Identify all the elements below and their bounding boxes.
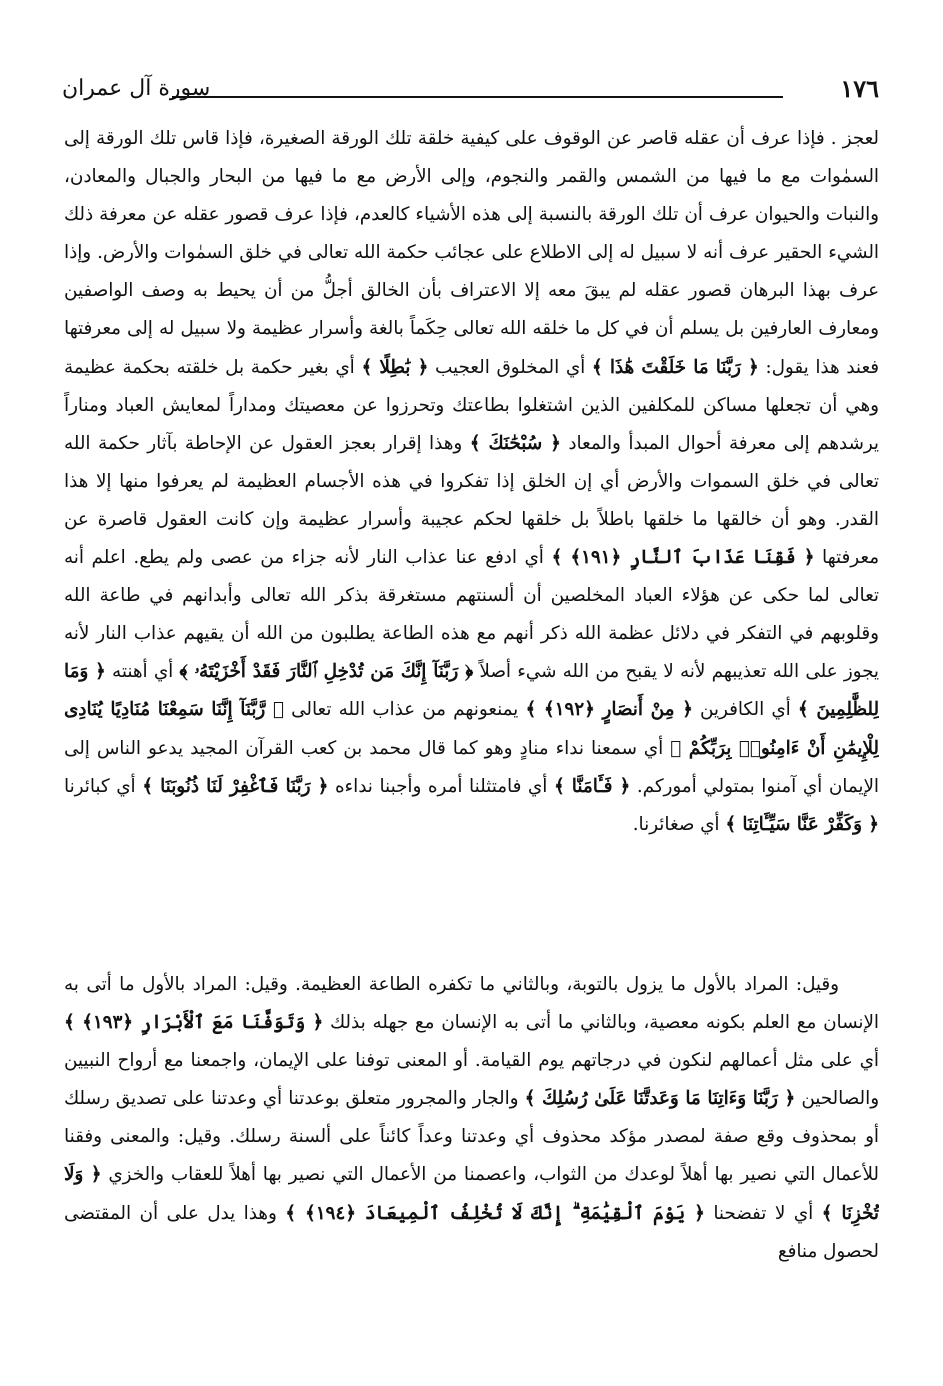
quran-verse: ﴿ بَٰطِلًا ﴾ bbox=[361, 356, 429, 378]
surah-title: سورة آل عمران bbox=[62, 76, 211, 101]
quran-verse: ﴿ رَبَّنَآ إِنَّكَ مَن تُدْخِلِ ٱلنَّارَ فَقَدْ أَخْزَيْتَهُۥ ﴾ bbox=[179, 661, 474, 683]
header-rule bbox=[172, 96, 783, 98]
quran-verse: ﴿ رَّبَّنَآ إِنَّنَا سَمِعْنَا مُنَادِيًا يُنَادِى لِلْإِيمَٰنِ أَنْ ءَامِنُوا۟ بِرَبِّكُمْ ﴾ bbox=[64, 699, 879, 759]
body-paragraph-2 bbox=[64, 966, 879, 1346]
body-paragraph-1 bbox=[64, 120, 879, 885]
commentary-text: أي على مثل أعمالهم لنكون في درجاتهم يوم القيامة. أو المعنى توفنا على الإيمان، واجمعنا مع أرواح النبيين والصالحين bbox=[64, 1050, 879, 1110]
quran-verse: ﴿ مِنْ أَنصَارٍ ﴿١٩٢﴾ ﴾ bbox=[525, 699, 693, 721]
commentary-text: وقيل: المراد بالأول ما يزول بالتوبة، وبالثاني ما تكفره الطاعة العظيمة. وقيل: المراد بالأول ما أتى به الإنسان مع العلم بكونه معصية، وبالثاني ما أتى به الإنسان مع جهله بذلك bbox=[64, 974, 879, 1034]
quran-verse: ﴿ فَـَٔامَنَّا ﴾ bbox=[553, 775, 631, 797]
page-header bbox=[62, 72, 879, 112]
quran-verse: ﴿ يَوْمَ ٱلْقِيَٰمَةِ ۗ إِنَّكَ لَا تُخْلِفُ ٱلْمِيعَادَ ﴿١٩٤﴾ ﴾ bbox=[285, 1202, 705, 1224]
commentary-text: أي سمعنا نداء منادٍ وهو كما قال محمد بن كعب القرآن المجيد يدعو الناس إلى الإيمان أي آمنوا بمتولي أموركم. bbox=[64, 737, 879, 797]
quran-verse: ﴿ وَمَا لِلظَّٰلِمِينَ ﴾ bbox=[64, 661, 879, 721]
commentary-text: أي لا تفضحنا bbox=[713, 1202, 814, 1224]
quran-verse: ﴿ رَبَّنَا فَٱغْفِرْ لَنَا ذُنُوبَنَا ﴾ bbox=[142, 775, 329, 797]
commentary-text: أي بغير حكمة بل خلقته بحكمة عظيمة وهي أن تجعلها مساكن للمكلفين الذين اشتغلوا بطاعتك وتحرزوا عن معصيتك ومداراً لمعايش العباد ومناراً يرشدهم إلى معرفة أحوال المبدأ والمعاد bbox=[64, 356, 879, 454]
commentary-text: أي أهنته bbox=[112, 661, 174, 683]
commentary-text: أي ادفع عنا عذاب النار لأنه جزاء من عصى ولم يطع. اعلم أنه تعالى لما حكى عن هؤلاء العباد المخلصين أن ألسنتهم مستغرقة بذكر الله تعالى وأبدانهم في طاعة الله وقلوبهم في التفكر في دلائل عظمة الله ذكر أنهم مع هذه الطاعة يطلبون من الله أن يقيهم عذاب النار لأنه يجوز على الله تعذيبهم لأنه لا يقبح من الله شيء أصلاً bbox=[64, 547, 879, 683]
commentary-text: أي كبائرنا bbox=[64, 775, 136, 797]
quran-verse: ﴿ رَبَّنَا مَا خَلَقْتَ هَٰذَا ﴾ bbox=[591, 356, 759, 378]
commentary-text: أي فامتثلنا أمره وأجبنا نداءه bbox=[334, 775, 548, 797]
quran-verse: ﴿ سُبْحَٰنَكَ ﴾ bbox=[469, 432, 561, 454]
quran-verse: ﴿ وَكَفِّرْ عَنَّا سَيِّـَٔاتِنَا ﴾ bbox=[725, 813, 879, 835]
quran-verse: ﴿ وَتَوَفَّنَا مَعَ ٱلْأَبْرَارِ ﴿١٩٣﴾ ﴾ bbox=[64, 1012, 324, 1034]
commentary-text: والجار والمجرور متعلق بوعدتنا أي وعدتنا على تصديق رسلك أو بمحذوف وقع صفة لمصدر مؤكد محذوف أي وعدتنا وعداً كائناً على ألسنة رسلك. وقيل: والمعنى وفقنا للأعمال التي نصير بها أهلاً لوعدك من الثواب، واعصمنا من الأعمال التي نصير بها أهلاً للعقاب والخزي bbox=[64, 1088, 879, 1186]
commentary-text: وهذا إقرار بعجز العقول عن الإحاطة بآثار حكمة الله تعالى في خلق السموات والأرض أي إن الخلق إذا تفكروا في هذه الأجسام العظيمة لم يعرفوا منها إلا هذا القدر. وهو أن خالقها ما خلقها باطلاً بل خلقها لحكم عجيبة وأسرار عظيمة وإن كانت العقول قاصرة عن معرفتها bbox=[64, 432, 879, 569]
commentary-text: وهذا يدل على أن المقتضى لحصول منافع bbox=[64, 1202, 879, 1262]
commentary-text: يمنعونهم من عذاب الله تعالى bbox=[291, 699, 519, 721]
commentary-text: أي الكافرين bbox=[700, 699, 791, 721]
page-number: ١٧٦ bbox=[840, 74, 879, 103]
quran-verse: ﴿ فَقِنَا عَذَابَ ٱلنَّارِ ﴿١٩١﴾ ﴾ bbox=[551, 547, 815, 569]
quran-verse: ﴿ وَلَا تُخْزِنَا ﴾ bbox=[64, 1164, 879, 1224]
commentary-text: لعجز . فإذا عرف أن عقله قاصر عن الوقوف على كيفية خلقة تلك الورقة الصغيرة، فإذا قاس تلك الورقة إلى السمٰوات مع ما فيها من الشمس والقمر والنجوم، وإلى الأرض مع ما فيها من البحار والجبال والمعادن، والنبات والحيوان عرف أن تلك الورقة بالنسبة إلى هذه الأشياء كالعدم، فإذا عرف قصور عقله عن معرفة ذلك الشيء الحقير عرف أنه لا سبيل له إلى الاطلاع على عجائب حكمة الله تعالى في خلق السمٰوات والأرض. وإذا عرف بهذا البرهان قصور عقله لم يبقَ معه إلا الاعتراف بأن الخالق أجلُّ من أن يحيط به وصف الواصفين ومعارف العارفين بل يسلم أن في كل ما خلقه الله تعالى حِكَماً بالغة وأسرار عظيمة ولا سبيل له إلى معرفتها فعند هذا يقول: bbox=[64, 128, 879, 378]
commentary-text: أي المخلوق العجيب bbox=[435, 356, 586, 378]
quran-verse: ﴿ رَبَّنَا وَءَاتِنَا مَا وَعَدتَّنَا عَلَىٰ رُسُلِكَ ﴾ bbox=[524, 1088, 796, 1110]
commentary-text: أي صغائرنا. bbox=[632, 813, 720, 835]
